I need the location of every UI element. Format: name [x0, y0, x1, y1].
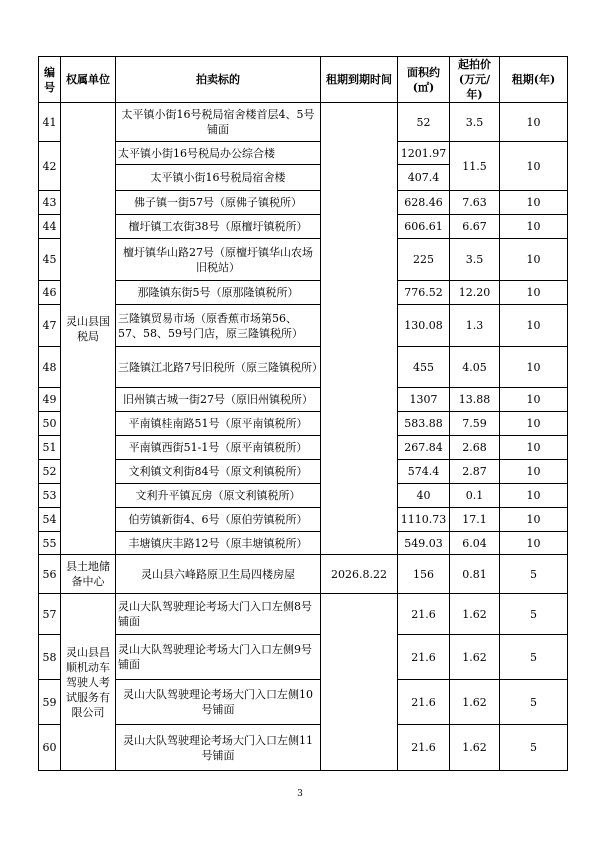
row-price: 7.63 [450, 191, 500, 215]
row-price: 4.05 [450, 347, 500, 388]
table-row [39, 215, 568, 239]
row-price: 6.04 [450, 532, 500, 555]
row-subject: 太平镇小街16号税局办公综合楼 [116, 142, 321, 165]
table-row [39, 436, 568, 460]
row-area: 776.52 [398, 281, 450, 305]
row-area: 1110.73 [398, 508, 450, 532]
table-row [39, 725, 568, 771]
row-subject: 丰塘镇庆丰路12号（原丰塘镇税所） [116, 532, 321, 555]
row-subject: 太平镇小街16号税局宿舍楼 [116, 165, 321, 191]
row-no: 43 [39, 191, 61, 215]
row-term: 10 [500, 191, 568, 215]
row-subject: 旧州镇古城一街27号（原旧州镇税所） [116, 388, 321, 412]
row-term: 10 [500, 305, 568, 347]
row-term: 5 [500, 725, 568, 771]
header-start-price: 起拍价(万元/年) [450, 57, 500, 103]
header-area: 面积约(㎡) [398, 57, 450, 103]
row-area: 267.84 [398, 436, 450, 460]
row-bureau: 县土地储备中心 [61, 555, 116, 594]
row-subject: 灵山大队驾驶理论考场大门入口左侧8号铺面 [116, 594, 321, 635]
row-no: 58 [39, 635, 61, 680]
row-area: 21.6 [398, 594, 450, 635]
row-term: 5 [500, 555, 568, 594]
row-price: 1.62 [450, 594, 500, 635]
row-price: 3.5 [450, 239, 500, 281]
header-lease-end: 租期到期时间 [321, 57, 398, 103]
row-no: 54 [39, 508, 61, 532]
row-area: 130.08 [398, 305, 450, 347]
row-no: 60 [39, 725, 61, 771]
table-row [39, 555, 568, 594]
row-subject: 伯劳镇新街4、6号（原伯劳镇税所） [116, 508, 321, 532]
table-row [39, 388, 568, 412]
row-no: 44 [39, 215, 61, 239]
row-price: 1.3 [450, 305, 500, 347]
row-area: 583.88 [398, 412, 450, 436]
table-row [39, 484, 568, 508]
row-term: 10 [500, 388, 568, 412]
row-price: 12.20 [450, 281, 500, 305]
bureau-cell [61, 103, 116, 555]
row-subject: 檀圩镇华山路27号（原檀圩镇华山农场旧税站） [116, 239, 321, 281]
row-area: 1201.97 [398, 142, 450, 165]
table-row [39, 142, 568, 165]
row-price: 0.81 [450, 555, 500, 594]
row-term: 10 [500, 215, 568, 239]
header-subject: 拍卖标的 [116, 57, 321, 103]
row-area: 21.6 [398, 680, 450, 725]
row-term: 5 [500, 680, 568, 725]
row-price: 2.68 [450, 436, 500, 460]
table-row [39, 103, 568, 142]
row-price: 0.1 [450, 484, 500, 508]
header-row [39, 57, 568, 103]
row-price: 2.87 [450, 460, 500, 484]
row-area: 455 [398, 347, 450, 388]
page-number: 3 [297, 789, 303, 799]
row-price: 13.88 [450, 388, 500, 412]
row-area: 628.46 [398, 191, 450, 215]
table-row [39, 239, 568, 281]
row-price: 1.62 [450, 725, 500, 771]
bureau-cell [61, 594, 116, 771]
table-row [39, 305, 568, 347]
row-subject: 文利镇文利街84号（原文利镇税所） [116, 460, 321, 484]
row-no: 45 [39, 239, 61, 281]
row-subject: 文利升平镇瓦房（原文利镇税所） [116, 484, 321, 508]
row-lease-end: 2026.8.22 [321, 555, 398, 594]
row-subject: 三隆镇江北路7号旧税所（原三隆镇税所） [116, 347, 321, 388]
row-no: 47 [39, 305, 61, 347]
row-subject: 灵山大队驾驶理论考场大门入口左侧9号铺面 [116, 635, 321, 680]
row-term: 10 [500, 436, 568, 460]
row-subject: 三隆镇贸易市场（原香蕉市场第56、57、58、59号门店，原三隆镇税所） [116, 305, 321, 347]
table-row [39, 508, 568, 532]
row-area: 549.03 [398, 532, 450, 555]
row-subject: 灵山县六峰路原卫生局四楼房屋 [116, 555, 321, 594]
row-term: 10 [500, 142, 568, 191]
row-no: 42 [39, 142, 61, 191]
row-area: 156 [398, 555, 450, 594]
table-row [39, 281, 568, 305]
row-subject: 平南镇西街51-1号（原平南镇税所） [116, 436, 321, 460]
row-term: 10 [500, 508, 568, 532]
row-subject: 太平镇小街16号税局宿舍楼首层4、5号铺面 [116, 103, 321, 142]
row-subject: 檀圩镇工农街38号（原檀圩镇税所） [116, 215, 321, 239]
table-row [39, 412, 568, 436]
row-subject: 那隆镇东街5号（原那隆镇税所） [116, 281, 321, 305]
bureau-text: 灵山县昌顺机动车驾驶人考试服务有限公司 [66, 645, 110, 719]
row-price: 1.62 [450, 635, 500, 680]
table-row [39, 347, 568, 388]
row-price: 17.1 [450, 508, 500, 532]
row-term: 10 [500, 239, 568, 281]
row-term: 10 [500, 484, 568, 508]
row-area: 225 [398, 239, 450, 281]
row-price: 6.67 [450, 215, 500, 239]
row-area: 21.6 [398, 635, 450, 680]
row-no: 53 [39, 484, 61, 508]
row-no: 46 [39, 281, 61, 305]
table-row [39, 680, 568, 725]
row-no: 48 [39, 347, 61, 388]
row-area: 606.61 [398, 215, 450, 239]
table-row [39, 460, 568, 484]
table-row [39, 532, 568, 555]
row-term: 5 [500, 594, 568, 635]
row-term: 10 [500, 460, 568, 484]
row-subject: 平南镇桂南路51号（原平南镇税所） [116, 412, 321, 436]
row-price: 1.62 [450, 680, 500, 725]
row-term: 10 [500, 281, 568, 305]
lease-end-cell [321, 594, 398, 771]
row-area: 40 [398, 484, 450, 508]
auction-table [38, 56, 568, 771]
header-term: 租期(年) [500, 57, 568, 103]
row-term: 10 [500, 412, 568, 436]
row-subject: 佛子镇一街57号（原佛子镇税所） [116, 191, 321, 215]
row-term: 10 [500, 532, 568, 555]
row-area: 1307 [398, 388, 450, 412]
row-subject: 灵山大队驾驶理论考场大门入口左侧10号铺面 [116, 680, 321, 725]
header-bureau: 权属单位 [61, 57, 116, 103]
lease-end-cell [321, 103, 398, 555]
row-no: 41 [39, 103, 61, 142]
bureau-text: 灵山县国税局 [66, 314, 110, 343]
header-no: 编号 [39, 57, 61, 103]
row-no: 52 [39, 460, 61, 484]
row-no: 50 [39, 412, 61, 436]
table-row [39, 191, 568, 215]
row-no: 55 [39, 532, 61, 555]
row-price: 3.5 [450, 103, 500, 142]
table-row [39, 594, 568, 635]
row-no: 57 [39, 594, 61, 635]
table-row [39, 635, 568, 680]
row-area: 52 [398, 103, 450, 142]
row-no: 51 [39, 436, 61, 460]
row-no: 49 [39, 388, 61, 412]
row-no: 59 [39, 680, 61, 725]
row-subject: 灵山大队驾驶理论考场大门入口左侧11号铺面 [116, 725, 321, 771]
row-term: 5 [500, 635, 568, 680]
row-area: 574.4 [398, 460, 450, 484]
row-area: 21.6 [398, 725, 450, 771]
row-area: 407.4 [398, 165, 450, 191]
row-price: 7.59 [450, 412, 500, 436]
row-term: 10 [500, 347, 568, 388]
row-term: 10 [500, 103, 568, 142]
row-price: 11.5 [450, 142, 500, 191]
row-no: 56 [39, 555, 61, 594]
